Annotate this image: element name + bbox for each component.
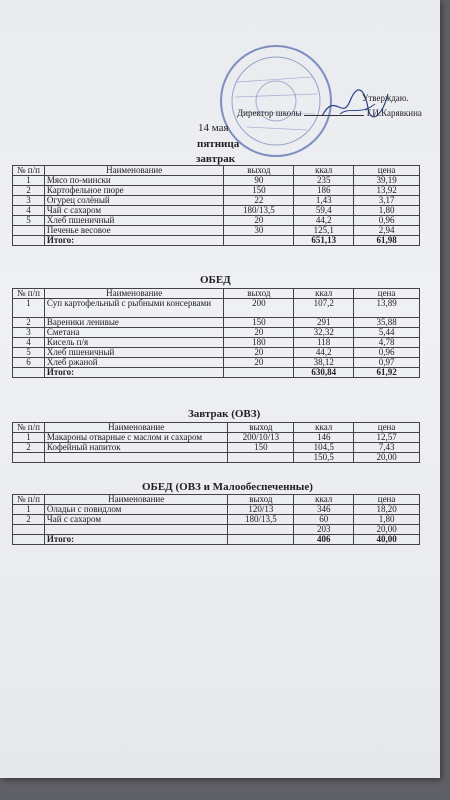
cell-price: 7,43 <box>354 443 420 453</box>
column-header: выход <box>224 166 294 176</box>
cell-kcal: 107,2 <box>294 299 354 318</box>
cell-num: 2 <box>13 186 45 196</box>
table-row <box>13 318 420 328</box>
approval-label: Утверждаю. <box>362 93 409 103</box>
cell-kcal: 125,1 <box>294 226 354 236</box>
table-row <box>13 216 420 226</box>
column-header: цена <box>354 166 420 176</box>
total-label: Итого: <box>44 236 224 246</box>
subtotal-kcal: 150,5 <box>294 453 354 463</box>
cell-num: 1 <box>13 176 45 186</box>
cell-num: 1 <box>13 505 45 515</box>
table-row <box>13 206 420 216</box>
subtotal-row <box>13 453 420 463</box>
cell-price: 4,78 <box>354 338 420 348</box>
table-row <box>13 186 420 196</box>
total-row <box>13 236 420 246</box>
cell-output: 30 <box>224 226 294 236</box>
subtotal-kcal: 203 <box>294 525 354 535</box>
table-row <box>13 358 420 368</box>
cell-kcal: 104,5 <box>294 443 354 453</box>
cell-name: Вареники ленивые <box>44 318 224 328</box>
total-price: 61,92 <box>354 368 420 378</box>
table-header-row <box>13 289 420 299</box>
cell-num: 2 <box>13 318 45 328</box>
total-label: Итого: <box>44 535 228 545</box>
column-header: цена <box>354 289 420 299</box>
table-header-row <box>13 495 420 505</box>
cell-price: 13,89 <box>354 299 420 318</box>
cell-price: 5,44 <box>354 328 420 338</box>
total-kcal: 630,84 <box>294 368 354 378</box>
cell-kcal: 291 <box>294 318 354 328</box>
cell-name: Хлеб пшеничный <box>44 348 224 358</box>
cell-num: 6 <box>13 358 45 368</box>
total-row <box>13 535 420 545</box>
column-header: № п/п <box>13 495 45 505</box>
table-row <box>13 176 420 186</box>
cell-output: 150 <box>224 186 294 196</box>
cell-num: 5 <box>13 216 45 226</box>
table-header-row <box>13 166 420 176</box>
breakfast-ovz-table <box>12 422 420 463</box>
cell-price: 35,88 <box>354 318 420 328</box>
lunch-table <box>12 288 420 378</box>
column-header: Наименование <box>44 495 228 505</box>
cell-name: Картофельное пюре <box>44 186 224 196</box>
section-title-lunch: ОБЕД <box>200 274 231 286</box>
cell-price: 3,17 <box>354 196 420 206</box>
table-header-row <box>13 423 420 433</box>
table-row <box>13 338 420 348</box>
cell-name: Чай с сахаром <box>44 515 228 525</box>
cell-output: 20 <box>224 358 294 368</box>
cell-name: Огурец солёный <box>44 196 224 206</box>
cell-kcal: 32,32 <box>294 328 354 338</box>
cell-output: 200/10/13 <box>228 433 294 443</box>
cell-output: 150 <box>228 443 294 453</box>
cell-output: 180/13,5 <box>228 515 294 525</box>
cell-kcal: 235 <box>294 176 354 186</box>
table-row <box>13 348 420 358</box>
cell-name: Хлеб пшеничный <box>44 216 224 226</box>
cell-name: Макароны отварные с маслом и сахаром <box>44 433 227 443</box>
table-row <box>13 515 420 525</box>
director-title: Директор школы <box>237 108 302 118</box>
column-header: № п/п <box>13 423 45 433</box>
cell-name: Хлеб ржаной <box>44 358 224 368</box>
cell-output: 20 <box>224 328 294 338</box>
cell-price: 39,19 <box>354 176 420 186</box>
cell-output: 180/13,5 <box>224 206 294 216</box>
cell-kcal: 60 <box>294 515 354 525</box>
column-header: ккал <box>294 423 354 433</box>
total-price: 61,98 <box>354 236 420 246</box>
director-name: Т.И.Карявкина <box>365 108 422 118</box>
cell-num: 2 <box>13 515 45 525</box>
cell-price: 2,94 <box>354 226 420 236</box>
column-header: выход <box>224 289 294 299</box>
cell-price: 0,96 <box>354 348 420 358</box>
table-row <box>13 226 420 236</box>
cell-num <box>13 226 45 236</box>
menu-weekday: пятница <box>197 138 240 150</box>
table-row <box>13 505 420 515</box>
column-header: ккал <box>294 166 354 176</box>
cell-price: 1,80 <box>354 206 420 216</box>
column-header: цена <box>354 495 420 505</box>
cell-num: 3 <box>13 328 45 338</box>
cell-name: Сметана <box>44 328 224 338</box>
cell-name: Суп картофельный с рыбными консервами <box>44 299 224 318</box>
total-kcal: 651,13 <box>294 236 354 246</box>
total-label: Итого: <box>44 368 224 378</box>
cell-name: Кисель п/я <box>44 338 224 348</box>
column-header: цена <box>354 423 420 433</box>
table-row <box>13 299 420 318</box>
column-header: выход <box>228 423 294 433</box>
column-header: ккал <box>294 289 354 299</box>
section-title-breakfast-ovz: Завтрак (ОВЗ) <box>188 408 261 420</box>
column-header: ккал <box>294 495 354 505</box>
cell-kcal: 44,2 <box>294 216 354 226</box>
subtotal-price: 20,00 <box>354 453 420 463</box>
cell-price: 0,96 <box>354 216 420 226</box>
section-title-breakfast: завтрак <box>196 153 236 165</box>
table-row <box>13 443 420 453</box>
cell-name: Кофейный напиток <box>44 443 227 453</box>
cell-output: 90 <box>224 176 294 186</box>
cell-name: Мясо по-мински <box>44 176 224 186</box>
cell-kcal: 38,12 <box>294 358 354 368</box>
breakfast-table <box>12 165 420 246</box>
cell-num: 2 <box>13 443 45 453</box>
cell-output: 150 <box>224 318 294 328</box>
total-kcal: 406 <box>294 535 354 545</box>
column-header: выход <box>228 495 294 505</box>
cell-price: 12,57 <box>354 433 420 443</box>
cell-kcal: 44,2 <box>294 348 354 358</box>
cell-num: 1 <box>13 299 45 318</box>
table-row <box>13 196 420 206</box>
table-row <box>13 328 420 338</box>
cell-price: 0,97 <box>354 358 420 368</box>
cell-output: 20 <box>224 348 294 358</box>
cell-output: 200 <box>224 299 294 318</box>
total-row <box>13 368 420 378</box>
cell-price: 1,80 <box>354 515 420 525</box>
cell-num: 5 <box>13 348 45 358</box>
column-header: № п/п <box>13 166 45 176</box>
column-header: № п/п <box>13 289 45 299</box>
cell-price: 18,20 <box>354 505 420 515</box>
subtotal-price: 20,00 <box>354 525 420 535</box>
cell-kcal: 1,43 <box>294 196 354 206</box>
cell-kcal: 186 <box>294 186 354 196</box>
section-title-lunch-ovz: ОБЕД (ОВЗ и Малообеспеченные) <box>142 481 313 493</box>
cell-output: 20 <box>224 216 294 226</box>
cell-kcal: 59,4 <box>294 206 354 216</box>
lunch-ovz-table <box>12 494 420 545</box>
cell-output: 22 <box>224 196 294 206</box>
cell-kcal: 346 <box>294 505 354 515</box>
cell-num: 1 <box>13 433 45 443</box>
total-price: 40,00 <box>354 535 420 545</box>
column-header: Наименование <box>44 166 224 176</box>
cell-name: Оладьи с повидлом <box>44 505 228 515</box>
cell-kcal: 118 <box>294 338 354 348</box>
cell-name: Печенье весовое <box>44 226 224 236</box>
cell-price: 13,92 <box>354 186 420 196</box>
column-header: Наименование <box>44 289 224 299</box>
column-header: Наименование <box>44 423 227 433</box>
cell-num: 4 <box>13 206 45 216</box>
cell-num: 4 <box>13 338 45 348</box>
cell-output: 180 <box>224 338 294 348</box>
cell-num: 3 <box>13 196 45 206</box>
cell-kcal: 146 <box>294 433 354 443</box>
cell-output: 120/13 <box>228 505 294 515</box>
subtotal-row <box>13 525 420 535</box>
table-row <box>13 433 420 443</box>
director-line <box>237 108 437 118</box>
menu-date: 14 мая <box>198 122 229 134</box>
cell-name: Чай с сахаром <box>44 206 224 216</box>
